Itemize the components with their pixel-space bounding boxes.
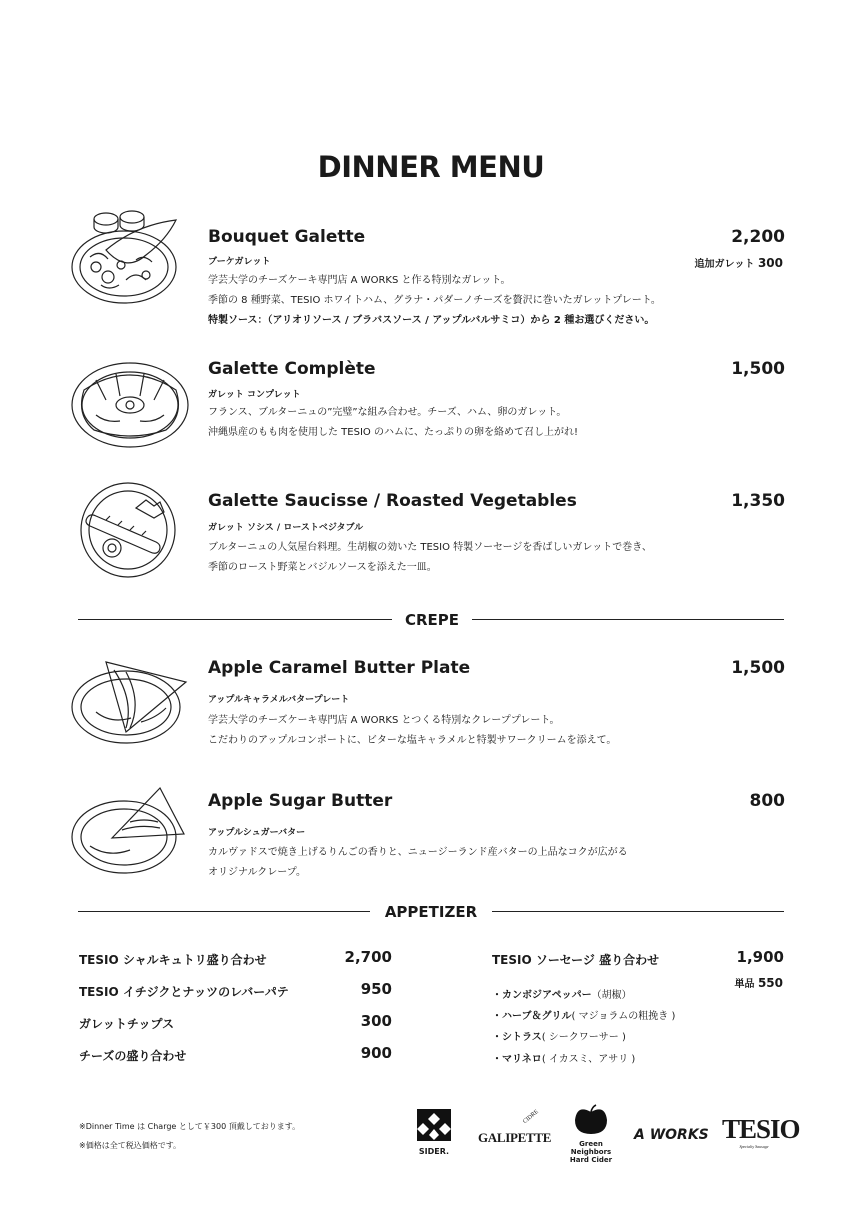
item-subtitle: アップルシュガーバター <box>208 828 306 838</box>
sider-logo <box>414 1107 454 1157</box>
galipette-logo <box>478 1108 552 1154</box>
item-price: 1,350 <box>731 491 785 511</box>
section-divider <box>472 619 784 620</box>
item-subtitle: ブーケガレット <box>208 257 271 267</box>
desc-line: 沖縄県産のもも肉を使用した TESIO のハムに、たっぷりの卵を絡めて召し上がれ! <box>208 427 578 438</box>
footnote: ※価格は全て税込価格です。 <box>79 1141 182 1150</box>
item-price: 800 <box>749 791 785 811</box>
green-neighbors-logo <box>558 1104 624 1164</box>
apple-caramel-illustration <box>66 652 194 752</box>
section-divider <box>78 619 392 620</box>
item-name: Apple Caramel Butter Plate <box>208 658 471 678</box>
galipette-small-text: CIDRE <box>522 1108 540 1126</box>
sider-logo-icon <box>414 1107 454 1143</box>
item-description <box>208 538 652 578</box>
tesio-logo-text: TESIO <box>722 1114 800 1144</box>
item-name: Bouquet Galette <box>208 227 366 247</box>
desc-line: 学芸大学のチーズケーキ専門店 A WORKS とつくる特別なクレーププレート。 <box>208 715 560 726</box>
variety-note: ( イカスミ、アサリ ) <box>541 1054 636 1065</box>
variety-name: ・カンボジアペッパー <box>492 990 592 1001</box>
section-divider <box>492 911 784 912</box>
item-name: Galette Complète <box>208 359 376 379</box>
item-description <box>208 403 578 443</box>
item-subtitle: ガレット コンプレット <box>208 390 301 400</box>
desc-line: フランス、ブルターニュの”完璧”な組み合わせ。チーズ、ハム、卵のガレット。 <box>208 407 567 418</box>
extra-price <box>623 255 783 270</box>
item-name: Galette Saucisse / Roasted Vegetables <box>208 491 577 511</box>
appetizer-name: チーズの盛り合わせ <box>79 1049 187 1063</box>
green-neighbors-text-2: Hard Cider <box>569 1156 613 1164</box>
menu-title: DINNER MENU <box>317 150 545 184</box>
desc-line: 学芸大学のチーズケーキ専門店 A WORKS と作る特別なガレット。 <box>208 275 511 286</box>
appetizer-name: TESIO ソーセージ 盛り合わせ <box>492 953 660 967</box>
appetizer-name: ガレットチップス <box>79 1017 175 1031</box>
tesio-logo <box>722 1114 800 1160</box>
variety-name: ・シトラス <box>492 1032 542 1043</box>
sausage-variety <box>492 1028 626 1043</box>
sausage-variety <box>492 986 632 1001</box>
appetizer-price: 300 <box>360 1012 392 1030</box>
variety-name: ・ハーブ＆グリル <box>492 1011 572 1022</box>
desc-line: 季節の 8 種野菜、TESIO ホワイトハム、グラナ・パダーノチーズを贅沢に巻いたガレットプレート。 <box>208 295 661 306</box>
desc-line: 季節のロースト野菜とバジルソースを添えた一皿。 <box>208 562 437 573</box>
sausage-variety <box>492 1007 675 1022</box>
appetizer-price: 900 <box>360 1044 392 1062</box>
apple-icon <box>558 1104 624 1136</box>
variety-note: ( シークワーサー ) <box>541 1032 626 1043</box>
galette-saucisse-illustration <box>66 478 194 578</box>
appetizer-price: 2,700 <box>344 948 392 966</box>
section-title-crepe: CREPE <box>404 611 460 629</box>
appetizer-name: TESIO イチジクとナッツのレバーパテ <box>79 985 289 999</box>
galipette-text: GALIPETTE <box>478 1130 552 1145</box>
tesio-logo-subtext: Specialty Sausage <box>739 1144 769 1149</box>
aworks-logo: A WORKS <box>634 1127 709 1143</box>
galette-complete-illustration <box>66 350 194 450</box>
item-description <box>208 711 616 751</box>
item-subtitle: アップルキャラメルバタープレート <box>208 695 350 705</box>
desc-line: オリジナルクレープ。 <box>208 867 306 878</box>
item-name: Apple Sugar Butter <box>208 791 393 811</box>
variety-note: （胡椒） <box>591 990 632 1001</box>
item-price: 1,500 <box>731 658 785 678</box>
bouquet-galette-illustration <box>66 205 194 305</box>
item-description <box>208 843 628 883</box>
item-description <box>208 271 661 331</box>
item-subtitle: ガレット ソシス / ローストベジタブル <box>208 523 364 533</box>
single-label: 単品 <box>734 979 755 990</box>
item-price: 2,200 <box>731 227 785 247</box>
single-price <box>623 975 783 990</box>
desc-line: 特製ソース：（アリオリソース / ブラバスソース / アップルバルサミコ）から 2 種お選びください。 <box>208 315 655 326</box>
section-divider <box>78 911 370 912</box>
item-price: 1,500 <box>731 359 785 379</box>
appetizer-price: 1,900 <box>736 948 784 966</box>
sausage-variety <box>492 1050 635 1065</box>
desc-line: カルヴァドスで焼き上げるりんごの香りと、ニュージーランド産バターの上品なコクが広がる <box>208 847 628 858</box>
appetizer-name: TESIO シャルキュトリ盛り合わせ <box>79 953 267 967</box>
desc-line: ブルターニュの人気屋台料理。生胡椒の効いた TESIO 特製ソーセージを香ばしいガレットで巻き、 <box>208 542 652 553</box>
green-neighbors-text-1: Green Neighbors <box>570 1140 612 1156</box>
appetizer-price: 950 <box>360 980 392 998</box>
extra-price-value: 300 <box>757 256 783 270</box>
section-title-appetizer: APPETIZER <box>384 903 478 921</box>
apple-sugar-illustration <box>66 782 194 882</box>
desc-line: こだわりのアップルコンポートに、ビターな塩キャラメルと特製サワークリームを添えて。 <box>208 735 617 746</box>
sider-logo-text: SIDER. <box>418 1147 450 1156</box>
extra-label: 追加ガレット <box>694 259 755 270</box>
footnote: ※Dinner Time は Charge として￥300 頂戴しております。 <box>79 1122 301 1131</box>
variety-name: ・マリネロ <box>492 1054 542 1065</box>
single-price-value: 550 <box>757 976 783 990</box>
variety-note: ( マジョラムの粗挽き ) <box>571 1011 676 1022</box>
